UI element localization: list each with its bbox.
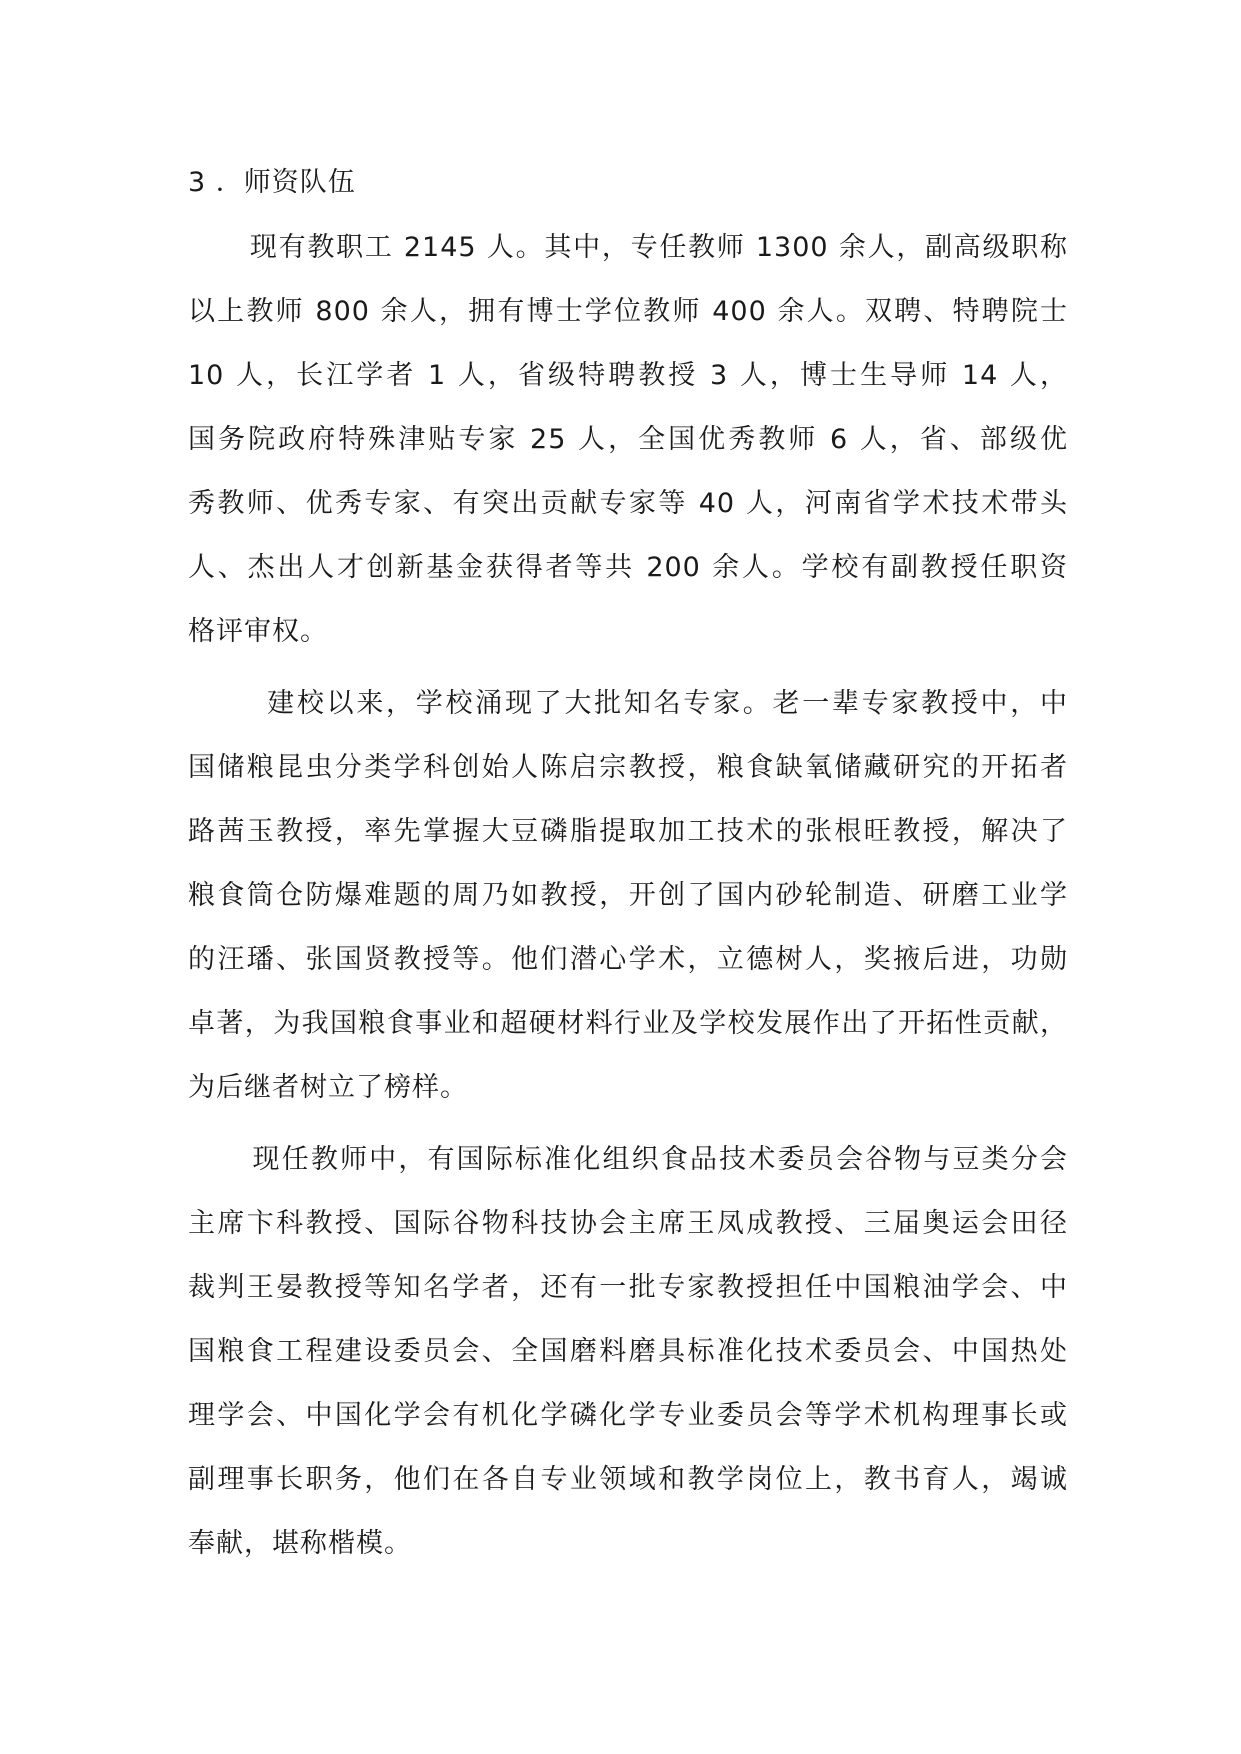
text-line: 理学会、中国化学会有机化学磷化学专业委员会等学术机构理事长或 [188,1400,1068,1431]
text-line: 现任教师中，有国际标准化组织食品技术委员会谷物与豆类分会 [188,1144,1068,1175]
text-line: 格评审权。 [188,616,328,647]
text-line: 人、杰出人才创新基金获得者等共 200 余人。学校有副教授任职资 [188,552,1068,583]
text-line: 裁判王晏教授等知名学者，还有一批专家教授担任中国粮油学会、中 [188,1272,1068,1303]
paragraph-current-faculty [188,1140,1068,1588]
text-line: 副理事长职务，他们在各自专业领域和教学岗位上，教书育人，竭诚 [188,1464,1068,1495]
text-line: 卓著，为我国粮食事业和超硬材料行业及学校发展作出了开拓性贡献， [188,1008,1068,1039]
text-line: 粮食筒仓防爆难题的周乃如教授，开创了国内砂轮制造、研磨工业学 [188,880,1068,911]
paragraph-famous-experts [188,684,1068,1132]
paragraph-faculty-overview [188,228,1068,676]
text-line: 建校以来，学校涌现了大批知名专家。老一辈专家教授中，中 [188,688,1068,719]
text-line: 国粮食工程建设委员会、全国磨料磨具标准化技术委员会、中国热处 [188,1336,1068,1367]
text-line: 以上教师 800 余人，拥有博士学位教师 400 余人。双聘、特聘院士 [188,296,1068,327]
text-line: 现有教职工 2145 人。其中，专任教师 1300 余人，副高级职称 [188,232,1068,263]
text-line: 秀教师、优秀专家、有突出贡献专家等 40 人，河南省学术技术带头 [188,488,1068,519]
text-line: 路茜玉教授，率先掌握大豆磷脂提取加工技术的张根旺教授，解决了 [188,816,1068,847]
text-line: 的汪璠、张国贤教授等。他们潜心学术，立德树人，奖掖后进，功勋 [188,944,1068,975]
text-line: 为后继者树立了榜样。 [188,1072,468,1103]
text-line: 奉献，堪称楷模。 [188,1528,412,1559]
text-line: 主席卞科教授、国际谷物科技协会主席王凤成教授、三届奥运会田径 [188,1208,1068,1239]
text-line: 10 人，长江学者 1 人，省级特聘教授 3 人，博士生导师 14 人， [188,360,1068,391]
section-heading: 3 ．师资队伍 [188,167,356,198]
text-line: 国务院政府特殊津贴专家 25 人，全国优秀教师 6 人，省、部级优 [188,424,1068,455]
text-line: 国储粮昆虫分类学科创始人陈启宗教授，粮食缺氧储藏研究的开拓者 [188,752,1068,783]
